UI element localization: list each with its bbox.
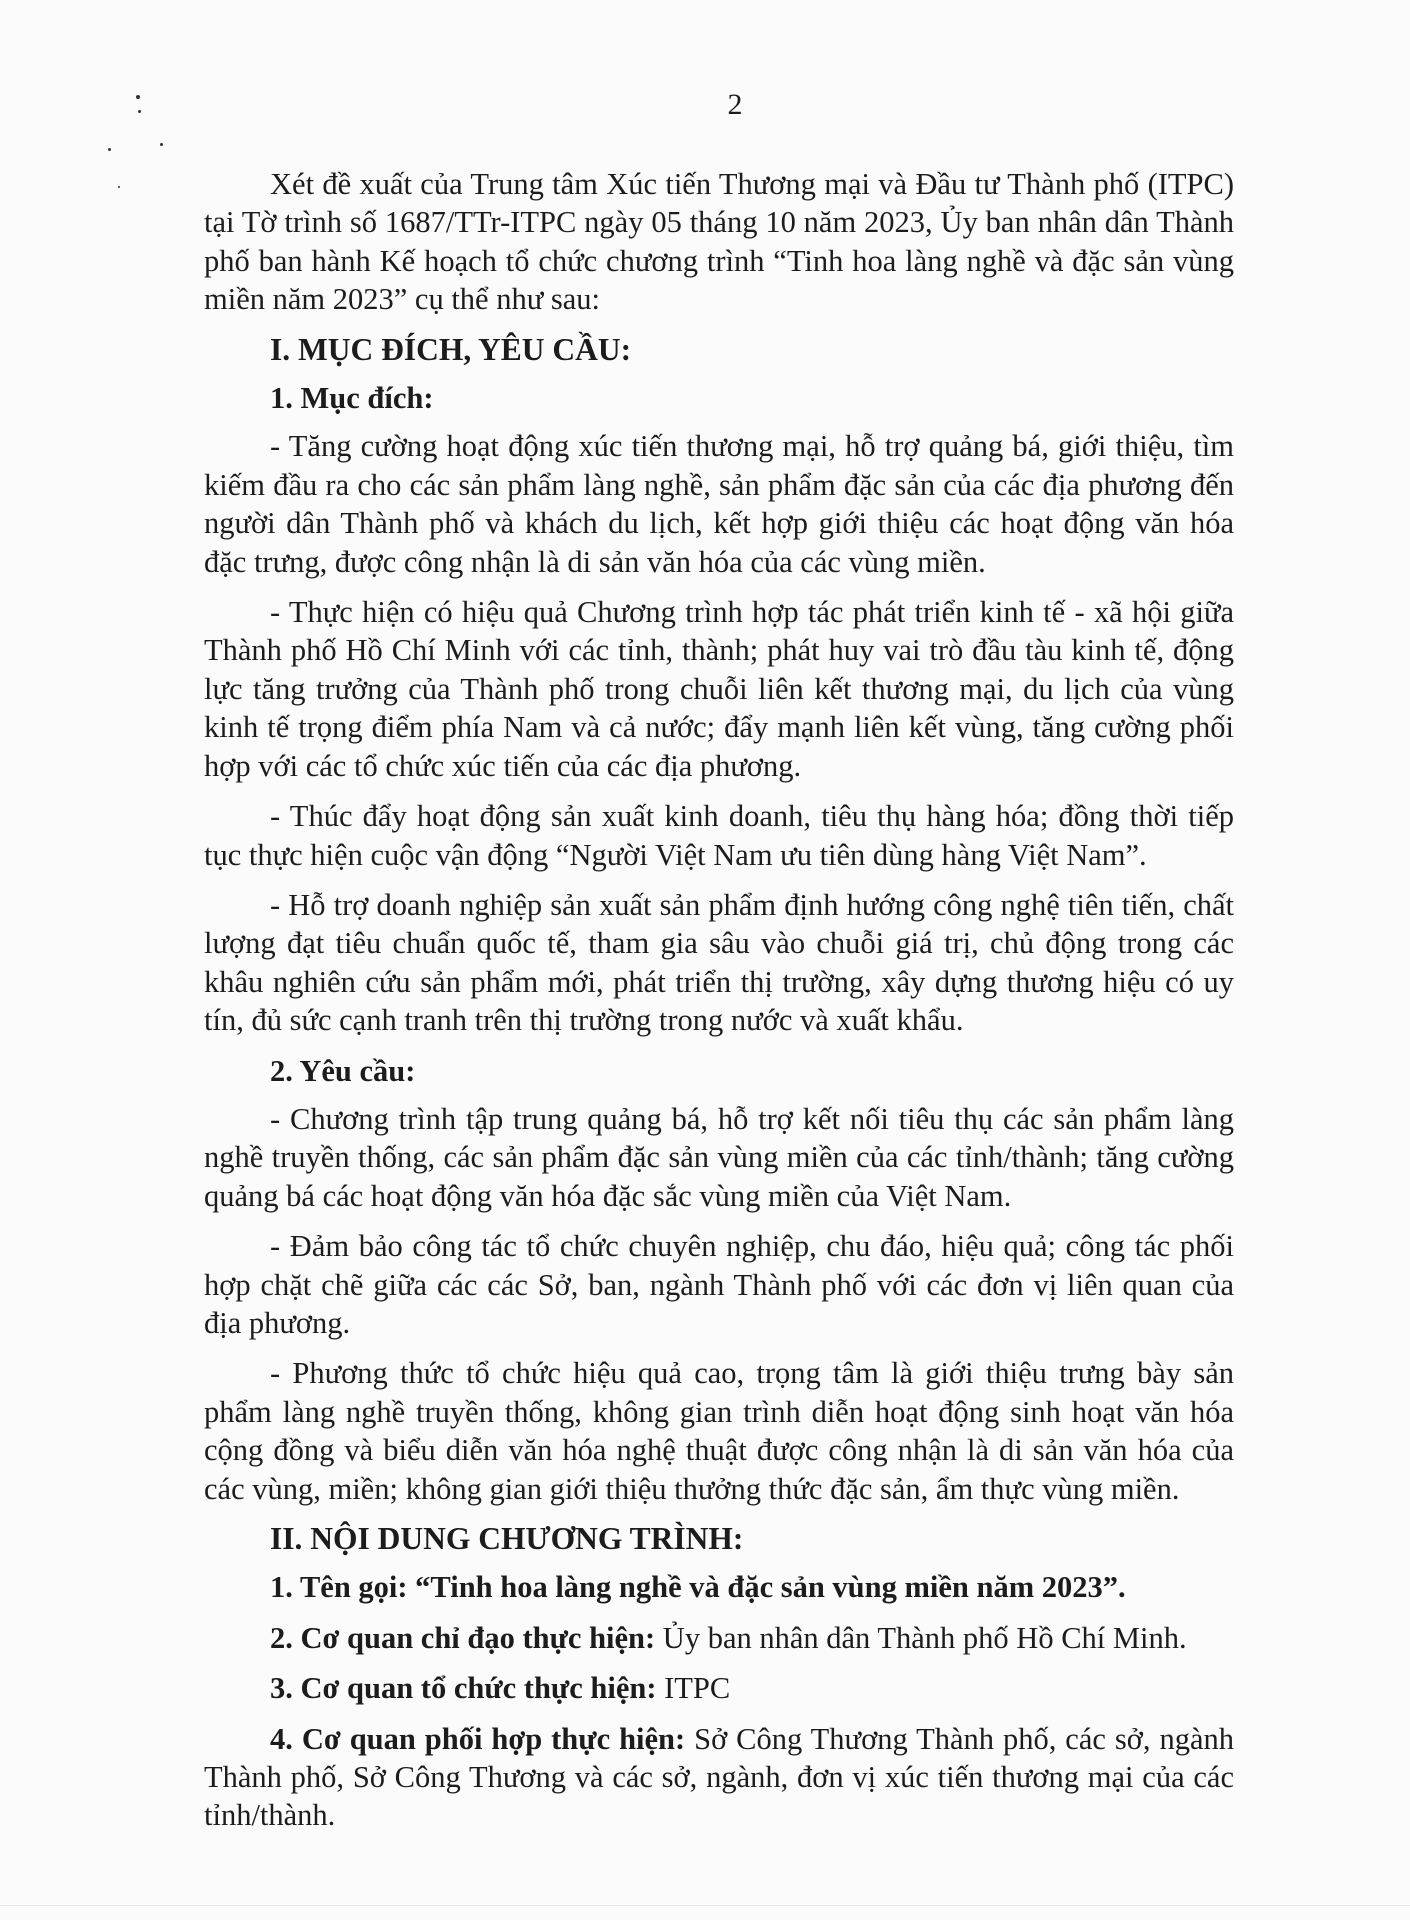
purpose-item: - Hỗ trợ doanh nghiệp sản xuất sản phẩm định hướng công nghệ tiên tiến, chất lượng đạt tiêu chuẩn quốc tế, tham gia sâu vào chuỗi giá trị, chủ động trong các khâu nghiên cứu sản phẩm mới, phát triển thị trường, xây dựng thương hiệu có uy tín, đủ sức cạnh tranh trên thị trường trong nước và xuất khẩu.	[204, 887, 1234, 1038]
program-item-name	[204, 1568, 1234, 1606]
program-item-label: 4. Cơ quan phối hợp thực hiện:	[270, 1721, 686, 1756]
document-body	[204, 165, 1234, 1847]
requirement-item: - Phương thức tổ chức hiệu quả cao, trọng tâm là giới thiệu trưng bày sản phẩm làng nghề truyền thống, không gian trình diễn hoạt động sinh hoạt văn hóa cộng đồng và biểu diễn văn hóa nghệ thuật được công nhận là di sản văn hóa của các vùng, miền; không gian giới thiệu thưởng thức đặc sản, ẩm thực vùng miền.	[204, 1356, 1234, 1506]
program-item-coordinating-agency	[204, 1720, 1234, 1835]
program-item-label: 1. Tên gọi: “Tinh hoa làng nghề và đặc sản vùng miền năm 2023”.	[270, 1570, 1126, 1605]
purpose-heading: 1. Mục đích:	[270, 381, 434, 416]
purpose-item: - Tăng cường hoạt động xúc tiến thương mại, hỗ trợ quảng bá, giới thiệu, tìm kiếm đầu ra cho các sản phẩm làng nghề, sản phẩm đặc sản của các địa phương đến người dân Thành phố và khách du lịch, kết hợp giới thiệu các hoạt động văn hóa đặc trưng, được công nhận là di sản văn hóa của các vùng miền.	[204, 429, 1234, 579]
program-item-organizing-agency	[204, 1669, 1234, 1707]
requirement-item: - Chương trình tập trung quảng bá, hỗ trợ kết nối tiêu thụ các sản phẩm làng nghề truyền thống, các sản phẩm đặc sản vùng miền của các tỉnh/thành; tăng cường quảng bá các hoạt động văn hóa đặc sắc vùng miền của Việt Nam.	[204, 1101, 1234, 1213]
section-1-heading: I. MỤC ĐÍCH, YÊU CẦU:	[270, 331, 632, 367]
program-item-label: 3. Cơ quan tổ chức thực hiện:	[270, 1671, 657, 1706]
page-number: 2	[727, 88, 743, 121]
purpose-item: - Thực hiện có hiệu quả Chương trình hợp tác phát triển kinh tế - xã hội giữa Thành phố Hồ Chí Minh với các tỉnh, thành; phát huy vai trò đầu tàu kinh tế, động lực tăng trưởng của Thành phố trong chuỗi liên kết thương mại, du lịch của vùng kinh tế trọng điểm phía Nam và cả nước; đẩy mạnh liên kết vùng, tăng cường phối hợp với các tổ chức xúc tiến của các địa phương.	[204, 595, 1234, 783]
intro-paragraph: Xét đề xuất của Trung tâm Xúc tiến Thương mại và Đầu tư Thành phố (ITPC) tại Tờ trình số 1687/TTr-ITPC ngày 05 tháng 10 năm 2023, Ủy ban nhân dân Thành phố ban hành Kế hoạch tổ chức chương trình “Tinh hoa làng nghề và đặc sản vùng miền năm 2023” cụ thể như sau:	[204, 167, 1234, 317]
program-item-directing-agency	[204, 1619, 1234, 1657]
scan-edge-line	[0, 1905, 1410, 1906]
requirements-heading: 2. Yêu cầu:	[270, 1053, 416, 1088]
program-item-text: Ủy ban nhân dân Thành phố Hồ Chí Minh.	[655, 1620, 1187, 1655]
program-item-text: ITPC	[656, 1671, 731, 1706]
program-item-text: Sở Công Thương Thành phố, các sở, ngành Thành phố, Sở Công Thương và các sở, ngành, đơn vị xúc tiến thương mại của các tỉnh/thành.	[204, 1721, 1234, 1833]
requirement-item: - Đảm bảo công tác tổ chức chuyên nghiệp, chu đáo, hiệu quả; công tác phối hợp chặt chẽ giữa các các Sở, ban, ngành Thành phố với các đơn vị liên quan của địa phương.	[204, 1229, 1234, 1340]
program-item-label: 2. Cơ quan chỉ đạo thực hiện:	[270, 1620, 656, 1655]
section-2-heading: II. NỘI DUNG CHƯƠNG TRÌNH:	[270, 1521, 744, 1556]
purpose-item: - Thúc đẩy hoạt động sản xuất kinh doanh, tiêu thụ hàng hóa; đồng thời tiếp tục thực hiện cuộc vận động “Người Việt Nam ưu tiên dùng hàng Việt Nam”.	[204, 799, 1234, 872]
